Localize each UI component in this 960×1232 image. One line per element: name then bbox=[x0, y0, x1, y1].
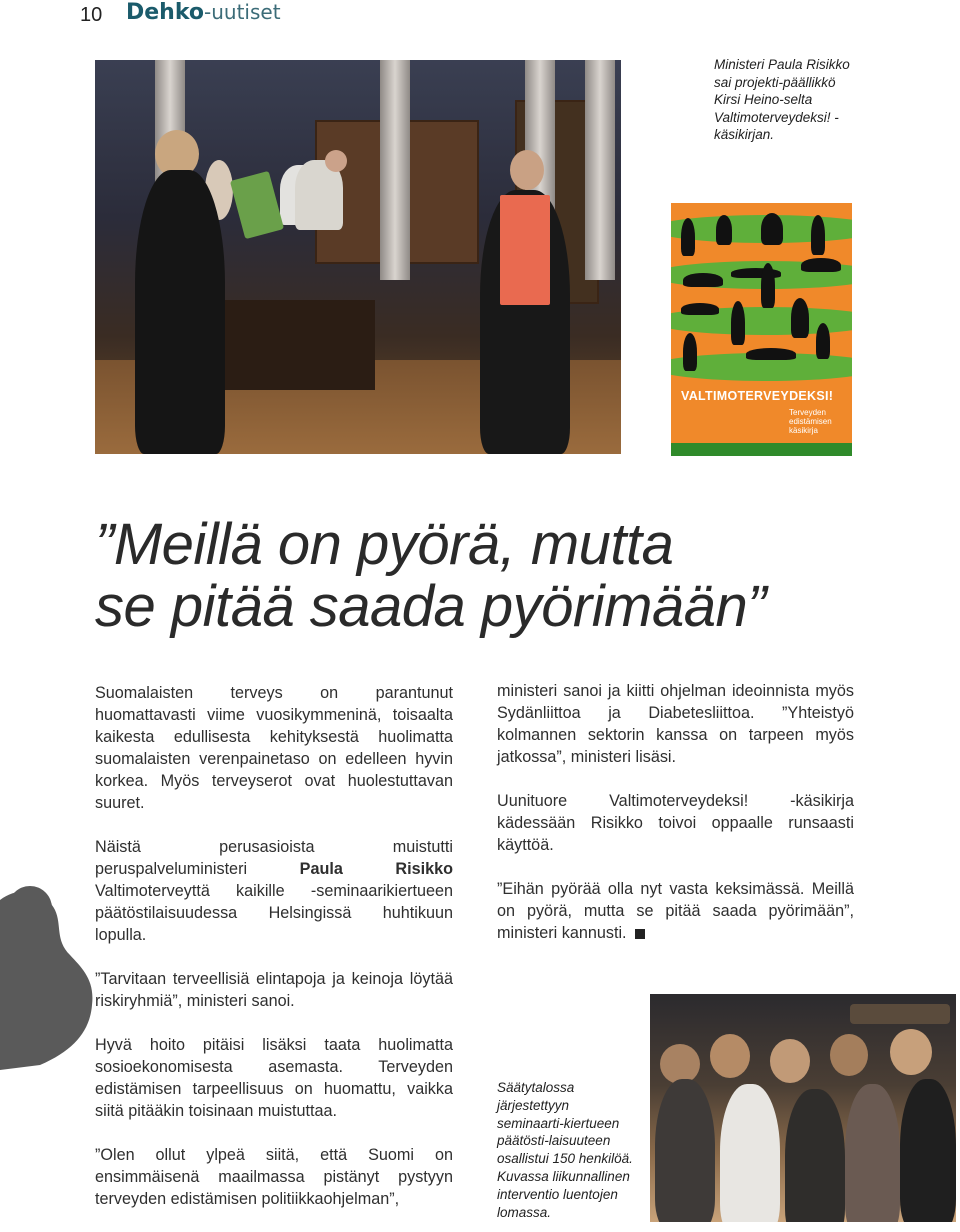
book-cover bbox=[671, 203, 852, 456]
masthead-section: -uutiset bbox=[204, 0, 281, 24]
book-title: VALTIMOTERVEYDEKSI! bbox=[681, 389, 834, 403]
headline bbox=[95, 514, 895, 638]
page-number: 10 bbox=[80, 4, 103, 26]
end-mark-icon bbox=[635, 929, 645, 939]
paragraph-6: ministeri sanoi ja kiitti ohjelman ideoinnista myös Sydänliittoa ja Diabetesliittoa. ”Yhteistyö kolmannen sektorin kanssa on tarpeen myös jatkossa”, ministeri lisäsi. bbox=[497, 682, 854, 766]
book-footer-band bbox=[671, 443, 852, 456]
paragraph-4: Hyvä hoito pitäisi lisäksi taata huolimatta sosioekonomisesta asemasta. Terveyden edistämisen tarpeellisuus on huomattu, vaikka siitä pitääkin toisinaan muistuttaa. bbox=[95, 1036, 453, 1120]
masthead-brand: Dehko bbox=[126, 0, 204, 25]
paragraph-2-start: Näistä perusasioista muistutti peruspalveluministeri bbox=[95, 838, 453, 878]
photo-audience bbox=[650, 994, 956, 1222]
paragraph-5: ”Olen ollut ylpeä siitä, että Suomi on ensimmäisenä maailmassa pistänyt pystyyn terveyden edistämisen politiikkaohjelman”, bbox=[95, 1146, 453, 1208]
photo-ceremony bbox=[95, 60, 621, 454]
paragraph-3: ”Tarvitaan terveellisiä elintapoja ja keinoja löytää riskiryhmiä”, ministeri sanoi. bbox=[95, 970, 453, 1010]
paragraph-2-end: Valtimoterveyttä kaikille -seminaarikiertueen päätöstilaisuudessa Helsingissä huhtikuun lopulla. bbox=[95, 882, 453, 944]
paragraph-7: Uunituore Valtimoterveydeksi! -käsikirja kädessään Risikko toivoi oppaalle runsaasti käyttöä. bbox=[497, 792, 854, 854]
silhouette-figure-icon bbox=[0, 880, 100, 1070]
photo-caption-bottom: Säätytalossa järjestettyyn seminaarti-kiertueen päätösti-laisuuteen osallistui 150 henkilöä. Kuvassa liikunnallinen interventio luentojen lomassa. bbox=[497, 1080, 633, 1220]
paragraph-8-text: ”Eihän pyörää olla nyt vasta keksimässä. Meillä on pyörä, mutta se pitää saada pyörimään”, ministeri kannusti. bbox=[497, 880, 854, 942]
article-column-right bbox=[497, 680, 854, 966]
masthead bbox=[126, 0, 281, 25]
book-subtitle: Terveyden edistämisen käsikirja bbox=[789, 408, 832, 435]
paragraph-2 bbox=[95, 836, 453, 946]
person-name: Paula Risikko bbox=[299, 860, 453, 878]
paragraph-8 bbox=[497, 878, 854, 944]
photo-caption-top: Ministeri Paula Risikko sai projekti-päällikkö Kirsi Heino-selta Valtimoterveydeksi! -käsikirjan. bbox=[714, 57, 850, 142]
paragraph-1: Suomalaisten terveys on parantunut huomattavasti viime vuosikymmeninä, toisaalta kaikesta edullisesta kehityksestä huolimatta suomalaisten verenpainetaso on edelleen hyvin korkea. Myös terveyserot ovat huolestuttavan suuret. bbox=[95, 684, 453, 812]
headline-line-2: se pitää saada pyörimään” bbox=[95, 574, 767, 639]
article-column-left bbox=[95, 682, 453, 1232]
headline-line-1: ”Meillä on pyörä, mutta bbox=[95, 512, 674, 577]
